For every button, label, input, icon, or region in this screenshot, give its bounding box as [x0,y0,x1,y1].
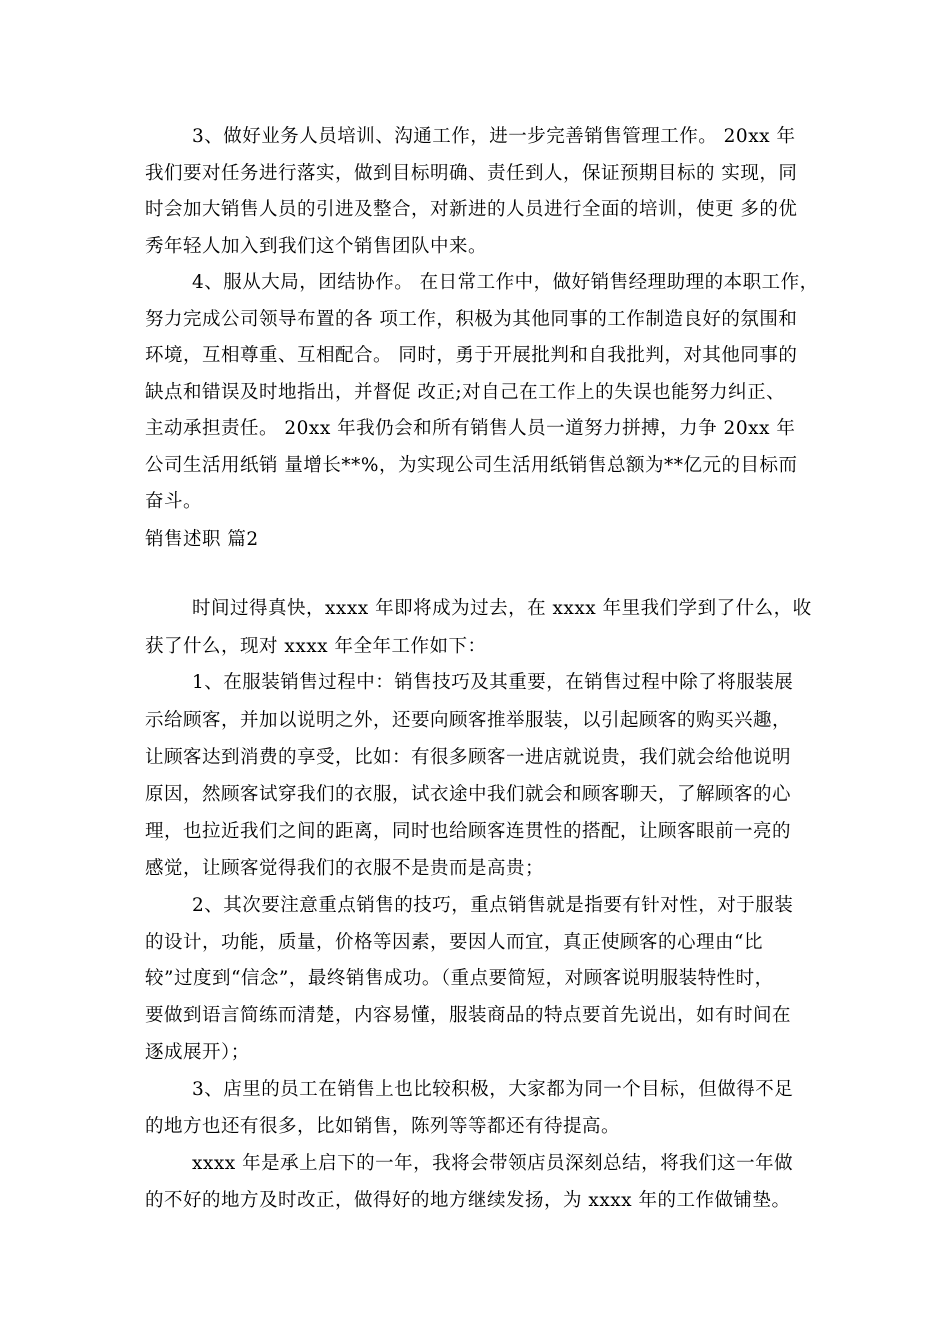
paragraph-line: 的不好的地方及时改正，做得好的地方继续发扬，为 xxxx 年的工作做铺垫。 [145,1190,791,1211]
paragraph-line: 获了什么，现对 xxxx 年全年工作如下： [145,636,487,657]
paragraph-line: 感觉，让顾客觉得我们的衣服不是贵而是高贵； [145,858,545,879]
section-heading: 销售述职 篇2 [145,529,259,550]
paragraph-line: 秀年轻人加入到我们这个销售团队中来。 [145,236,488,257]
paragraph-line: 时间过得真快，xxxx 年即将成为过去，在 xxxx 年里我们学到了什么，收 [192,598,812,619]
paragraph-line: 4、服从大局，团结协作。 在日常工作中，做好销售经理助理的本职工作， [192,272,819,293]
paragraph-line: 2、其次要注意重点销售的技巧，重点销售就是指要有针对性，对于服装 [192,895,794,916]
paragraph-line: xxxx 年是承上启下的一年，我将会带领店员深刻总结，将我们这一年做 [192,1153,794,1174]
paragraph-line: 原因，然顾客试穿我们的衣服，试衣途中我们就会和顾客聊天，了解顾客的心 [145,784,792,805]
paragraph-line: 努力完成公司领导布置的各 项工作，积极为其他同事的工作制造良好的氛围和 [145,309,798,330]
paragraph-line: 缺点和错误及时地指出，并督促 改正;对自己在工作上的失误也能努力纠正、 [145,382,786,403]
paragraph-line: 的设计，功能，质量，价格等因素，要因人而宜，真正使顾客的心理由“比 [145,932,763,953]
paragraph-line: 较”过度到“信念”，最终销售成功。（重点要简短，对顾客说明服装特性时， [145,968,774,989]
paragraph-line: 逐成展开）； [145,1042,250,1063]
paragraph-line: 奋斗。 [145,491,203,512]
paragraph-line: 3、做好业务人员培训、沟通工作，进一步完善销售管理工作。 20xx 年 [192,126,796,147]
paragraph-line: 我们要对任务进行落实，做到目标明确、责任到人，保证预期目标的 实现，同 [145,163,798,184]
paragraph-line: 环境，互相尊重、互相配合。 同时，勇于开展批判和自我批判，对其他同事的 [145,345,798,366]
paragraph-line: 让顾客达到消费的享受，比如：有很多顾客一进店就说贵，我们就会给他说明 [145,747,792,768]
paragraph-line: 理，也拉近我们之间的距离，同时也给顾客连贯性的搭配，让顾客眼前一亮的 [145,821,792,842]
paragraph-line: 主动承担责任。 20xx 年我仍会和所有销售人员一道努力拼搏，力争 20xx 年 [145,418,796,439]
paragraph-line: 的地方也还有很多，比如销售，陈列等等都还有待提高。 [145,1116,621,1137]
paragraph-line: 要做到语言简练而清楚，内容易懂，服装商品的特点要首先说出，如有时间在 [145,1005,792,1026]
paragraph-line: 公司生活用纸销 量增长**%，为实现公司生活用纸销售总额为**亿元的目标而 [145,455,798,476]
paragraph-line: 1、在服装销售过程中：销售技巧及其重要，在销售过程中除了将服装展 [192,672,794,693]
paragraph-line: 3、店里的员工在销售上也比较积极，大家都为同一个目标，但做得不足 [192,1079,794,1100]
paragraph-line: 时会加大销售人员的引进及整合，对新进的人员进行全面的培训，使更 多的优 [145,199,798,220]
paragraph-line: 示给顾客，并加以说明之外，还要向顾客推举服装，以引起顾客的购买兴趣， [145,710,792,731]
